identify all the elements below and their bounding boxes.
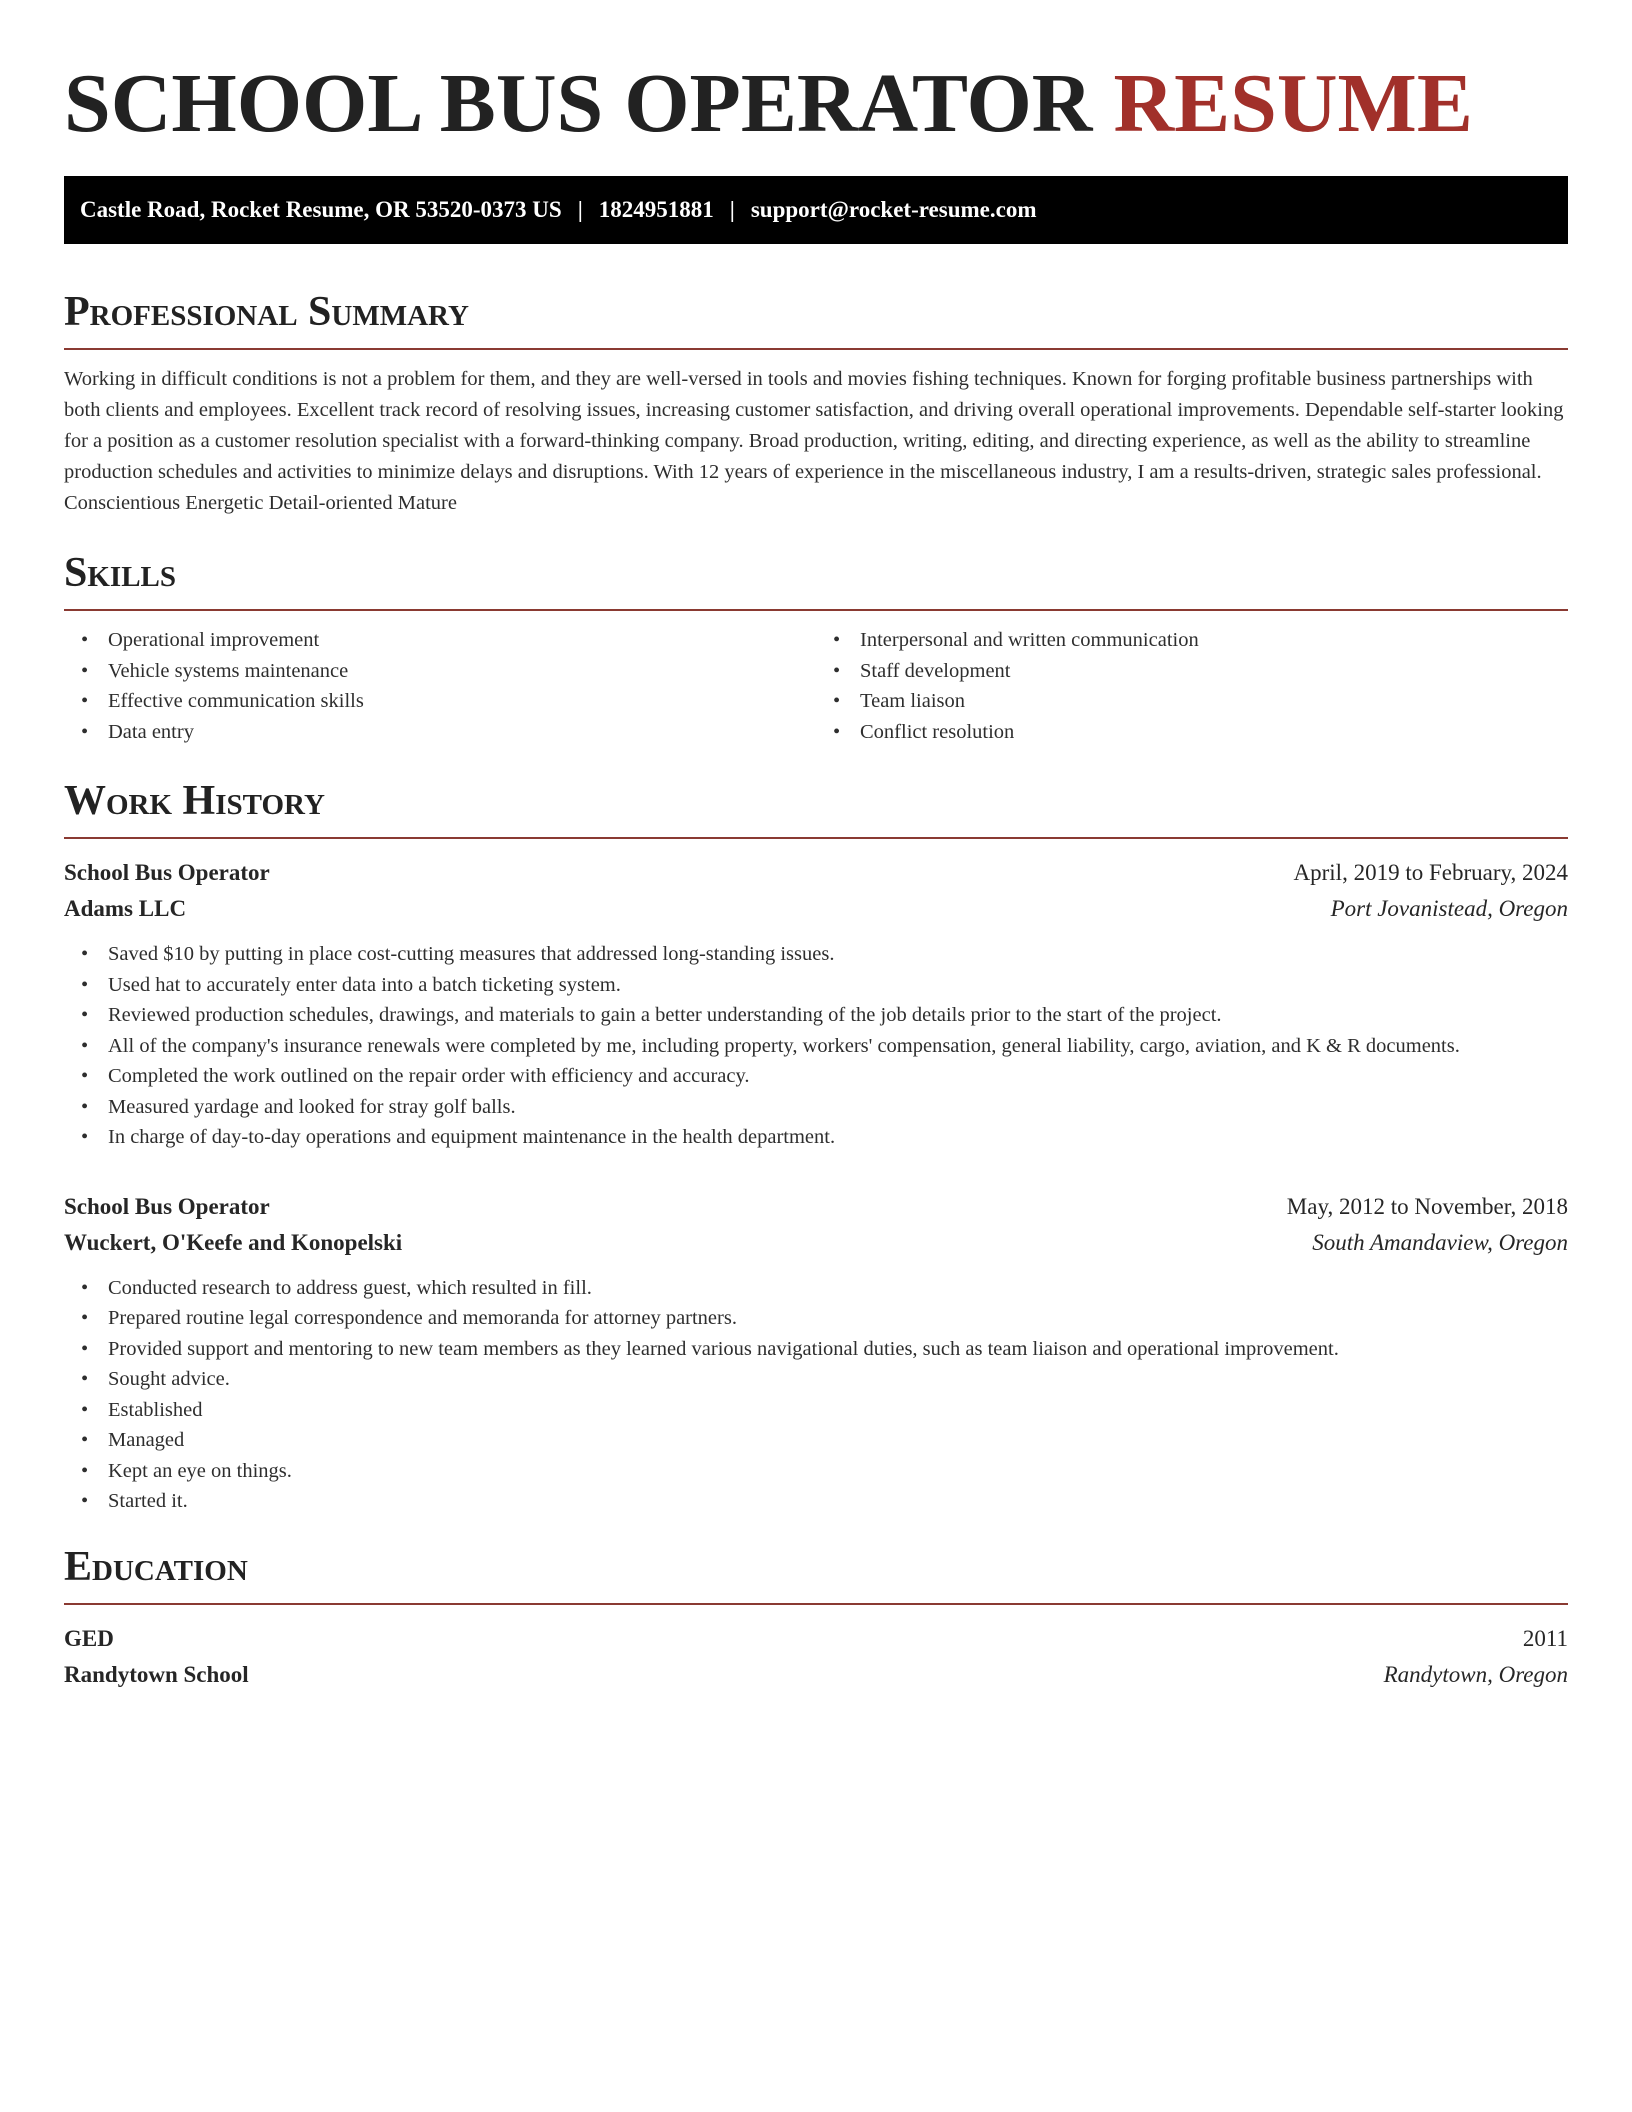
education-location: Randytown, Oregon: [1383, 1661, 1568, 1687]
contact-separator: |: [577, 197, 583, 222]
job-bullet: • Measured yardage and looked for stray golf balls.: [108, 1092, 1568, 1123]
summary-section: [64, 288, 1568, 519]
job-company: Adams LLC: [64, 896, 187, 921]
skill-item: • Effective communication skills: [108, 686, 816, 717]
skill-item: • Staff development: [860, 656, 1568, 687]
job-bullet: • Reviewed production schedules, drawings, and materials to gain a better understanding of the job details prior to the start of the project.: [108, 1000, 1568, 1031]
job-title: School Bus Operator: [64, 1193, 270, 1219]
job-bullet: • Used hat to accurately enter data into a batch ticketing system.: [108, 970, 1568, 1001]
contact-address: Castle Road, Rocket Resume, OR 53520-0373 US: [80, 197, 562, 222]
section-divider: [64, 609, 1568, 611]
education-degree-row: [64, 1621, 1568, 1657]
job-bullet: • Managed: [108, 1425, 1568, 1456]
job-location: South Amandaview, Oregon: [1312, 1229, 1568, 1255]
job-header-row: [64, 855, 1568, 891]
job-bullet: • Started it.: [108, 1486, 1568, 1517]
job-bullet: • In charge of day-to-day operations and equipment maintenance in the health department.: [108, 1122, 1568, 1153]
job-bullets: [64, 939, 1568, 1153]
job-bullet: • Conducted research to address guest, which resulted in fill.: [108, 1273, 1568, 1304]
skill-item: • Data entry: [108, 717, 816, 748]
job-entry: [64, 1189, 1568, 1517]
job-bullet: • Provided support and mentoring to new team members as they learned various navigational duties, such as team liaison and operational improvement.: [108, 1334, 1568, 1365]
contact-bar: [64, 176, 1568, 244]
job-company-row: [64, 891, 1568, 927]
resume-title: [64, 56, 1568, 152]
summary-heading: Professional Summary: [64, 289, 469, 335]
section-divider: [64, 1603, 1568, 1605]
job-bullet: • All of the company's insurance renewals were completed by me, including property, workers' compensation, general liability, cargo, aviation, and K & R documents.: [108, 1031, 1568, 1062]
education-section: [64, 1543, 1568, 1693]
education-school-row: [64, 1657, 1568, 1693]
section-divider: [64, 837, 1568, 839]
job-bullet: • Established: [108, 1395, 1568, 1426]
summary-text: Working in difficult conditions is not a problem for them, and they are well-versed in tools and movies fishing techniques. Known for forging profitable business partnerships with both clients and employees. Excellent track record of resolving issues, increasing customer satisfaction, and driving overall operational improvements. Dependable self-starter looking for a position as a customer resolution specialist with a forward-thinking company. Broad production, writing, editing, and directing experience, as well as the ability to streamline production schedules and activities to minimize delays and disruptions. With 12 years of experience in the miscellaneous industry, I am a results-driven, strategic sales professional. Conscientious Energetic Detail-oriented Mature: [64, 368, 1564, 514]
skills-list-left: [64, 625, 816, 747]
skills-section: [64, 549, 1568, 747]
skill-item: • Vehicle systems maintenance: [108, 656, 816, 687]
job-bullet: • Sought advice.: [108, 1364, 1568, 1395]
title-accent: RESUME: [1113, 57, 1473, 150]
education-entry: [64, 1621, 1568, 1693]
job-bullet: • Completed the work outlined on the repair order with efficiency and accuracy.: [108, 1061, 1568, 1092]
job-bullets: [64, 1273, 1568, 1517]
job-entry: [64, 855, 1568, 1153]
job-title: School Bus Operator: [64, 860, 270, 885]
job-bullet: • Prepared routine legal correspondence and memoranda for attorney partners.: [108, 1303, 1568, 1334]
contact-separator: |: [729, 197, 735, 222]
job-dates: April, 2019 to February, 2024: [1293, 860, 1568, 885]
skill-item: • Interpersonal and written communication: [860, 625, 1568, 656]
work-heading: Work History: [64, 778, 325, 824]
skills-columns: [64, 625, 1568, 747]
skill-item: • Team liaison: [860, 686, 1568, 717]
work-section: [64, 777, 1568, 1517]
job-location: Port Jovanistead, Oregon: [1330, 896, 1568, 921]
job-bullet: • Kept an eye on things.: [108, 1456, 1568, 1487]
education-heading: Education: [64, 1543, 248, 1590]
job-company-row: [64, 1225, 1568, 1261]
contact-phone: 1824951881: [598, 197, 714, 222]
job-bullet: • Saved $10 by putting in place cost-cutting measures that addressed long-standing issues.: [108, 939, 1568, 970]
skills-heading: Skills: [64, 550, 177, 596]
title-main: SCHOOL BUS OPERATOR: [64, 57, 1093, 150]
skill-item: • Operational improvement: [108, 625, 816, 656]
skill-item: • Conflict resolution: [860, 717, 1568, 748]
education-degree: GED: [64, 1625, 114, 1651]
job-header-row: [64, 1189, 1568, 1225]
contact-email: support@rocket-resume.com: [750, 197, 1037, 222]
job-company: Wuckert, O'Keefe and Konopelski: [64, 1229, 403, 1255]
education-school: Randytown School: [64, 1661, 249, 1687]
section-divider: [64, 348, 1568, 350]
skills-list-right: [816, 625, 1568, 747]
job-dates: May, 2012 to November, 2018: [1286, 1193, 1568, 1219]
education-year: 2011: [1522, 1625, 1568, 1651]
